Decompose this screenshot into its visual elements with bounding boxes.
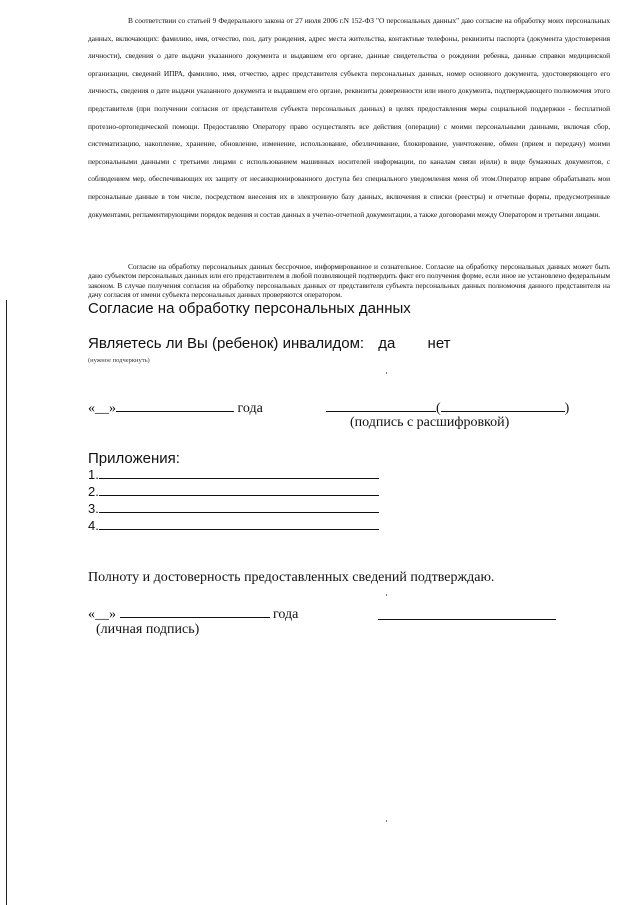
attachment-number: 1. — [88, 467, 99, 482]
confirmation-month-blank[interactable] — [120, 604, 270, 618]
form-title: Согласие на обработку персональных данных — [88, 300, 411, 317]
attachment-item — [88, 500, 379, 516]
year-word: года — [237, 401, 263, 416]
confirmation-date — [88, 604, 298, 623]
attachment-number: 2. — [88, 484, 99, 499]
signature-line[interactable] — [326, 398, 436, 412]
disability-yes-option[interactable]: да — [378, 335, 396, 352]
scan-speck — [386, 594, 387, 596]
attachment-line[interactable] — [99, 483, 379, 496]
attachment-item — [88, 517, 379, 533]
confirmation-year-word: года — [273, 607, 299, 622]
attachment-line[interactable] — [99, 500, 379, 513]
scan-speck — [386, 372, 387, 374]
attachment-line[interactable] — [99, 466, 379, 479]
consent-paragraph: В соответствии со статьей 9 Федерального закона от 27 июля 2006 г.N 152-ФЗ "О персональных данных" даю согласие на обработку моих персональных данных, включающих: фамилию, имя, отчество, пол, дату рождения, адрес места жительства, контактные телефоны, реквизиты паспорта (документа удостоверения личности), сведения о дате выдачи указанного документа и выдавшем его органе, данные свидетельства о рождении ребенка, данные справки медицинской организации, сведений ИПРА, фамилию, имя, отчество, адрес представителя субъекта персональных данных, номер основного документа, удостоверяющего его личность, сведения о дате выдачи указанного документа и выдавшем его органе, реквизиты доверенности или иного документа, подтверждающего полномочия этого представителя (при получении согласия от представителя субъекта персональных данных) в целях предоставления меры социальной поддержки - бесплатной протезно-ортопедической помощи. Предоставляю Оператору право осуществлять все действия (операции) с моими персональными данными, включая сбор, систематизацию, накопление, хранение, обновление, изменение, использование, обезличивание, блокирование, уничтожение, обмен (прием и передачу) моими персональными данными с третьими лицами с использованием машинных носителей информации, по каналам связи и(или) в виде бумажных документов, с соблюдением мер, обеспечивающих их защиту от несанкционированного доступа без специального уведомления меня об этом.Оператор вправе обрабатывать мои персональные данные в том числе, посредством внесения их в электронную базу данных, включения в списки (реестры) и отчетные формы, предусмотренные документами, регламентирующими порядок ведения и состав данных в учетно-отчетной документации, а также договорами между Оператором и третьими лицами. — [88, 16, 610, 219]
transcript-line[interactable] — [441, 398, 565, 412]
confirmation-statement: Полноту и достоверность предоставленных сведений подтверждаю. — [88, 570, 495, 585]
disability-question-row — [88, 335, 451, 352]
underline-note: (нужное подчеркнуть) — [88, 357, 150, 364]
attachments-title: Приложения: — [88, 450, 180, 467]
attachment-number: 4. — [88, 518, 99, 533]
disability-no-option[interactable]: нет — [427, 335, 451, 352]
personal-signature-caption: (личная подпись) — [96, 622, 200, 637]
page-margin-line — [6, 300, 7, 905]
scan-speck — [386, 820, 387, 822]
signature-caption: (подпись с расшифровкой) — [350, 415, 510, 430]
attachment-line[interactable] — [99, 517, 379, 530]
revocation-paragraph: Согласие на обработку персональных данных бессрочное, информированное и сознательное. Согласие на обработку персональных данных может быть дано субъектом персональных данных или его представителем в любой позволяющей подтвердить факт его получения форме, если иное не установлено федеральным законом. В случае получения согласия на обработку персональных данных от представителя субъекта персональных данных полномочия данного представителя на дачу согласия от имени субъекта персональных данных проверяются оператором. — [88, 262, 610, 300]
attachment-item — [88, 483, 379, 499]
attachment-item — [88, 466, 379, 482]
open-paren: ( — [436, 401, 441, 416]
confirmation-day-blank[interactable]: «__» — [88, 607, 116, 622]
close-paren: ) — [564, 401, 570, 416]
date-month-blank[interactable] — [116, 398, 234, 412]
disability-question: Являетесь ли Вы (ребенок) инвалидом: — [88, 335, 365, 352]
signature-date — [88, 398, 263, 417]
personal-signature-line[interactable] — [378, 619, 556, 620]
date-day-blank[interactable]: «__» — [88, 401, 116, 416]
attachment-number: 3. — [88, 501, 99, 516]
